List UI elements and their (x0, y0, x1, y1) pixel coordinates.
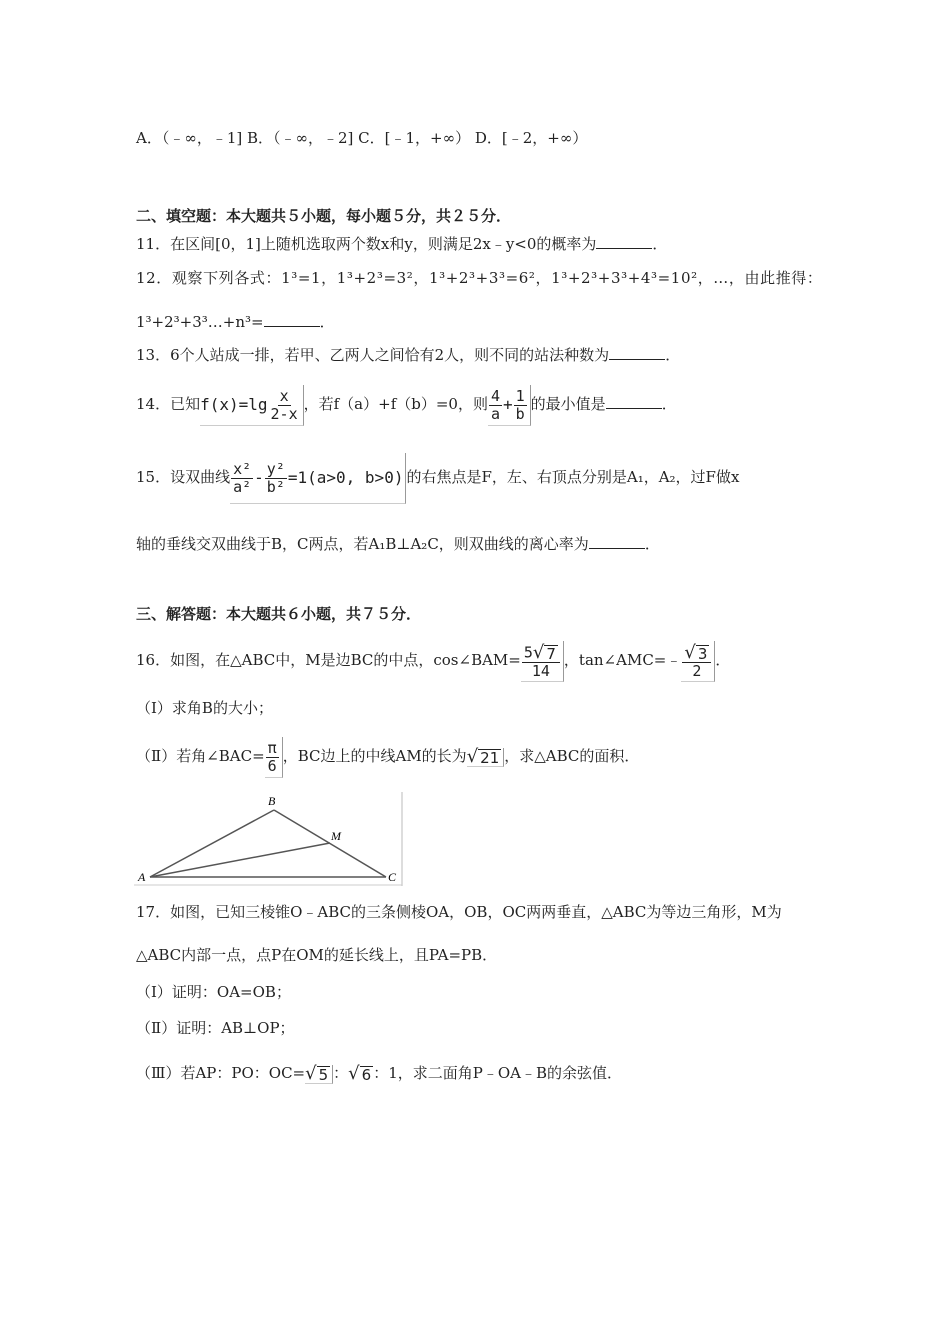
q11-end: ． (652, 235, 668, 253)
label-c: C (388, 870, 397, 884)
q12-end: ． (319, 313, 335, 331)
fraction-denominator: a (490, 405, 500, 423)
sqrt-21: √ 21 (467, 748, 505, 767)
q14-end: ． (661, 395, 677, 413)
q16-prefix: 16．如图，在△ABC中，M是边BC的中点，cos∠BAM= (136, 651, 521, 669)
fraction-numerator: π (267, 739, 277, 757)
q14-expression (488, 385, 531, 426)
fraction-numerator (522, 641, 560, 663)
q17-part2: （Ⅱ）证明：AB⊥OP； (136, 1019, 295, 1037)
q13-text: 13．6个人站成一排，若甲、乙两人之间恰有2人，则不同的站法种数为 (136, 346, 610, 364)
q16-part1: （Ⅰ）求角B的大小； (136, 699, 273, 717)
q16-part2 (136, 736, 639, 778)
fraction-denominator: b² (266, 478, 285, 496)
tan-value (681, 641, 715, 682)
answer-blank (609, 345, 665, 360)
q17-part3 (136, 1058, 622, 1088)
sqrt-5: √ 5 (305, 1065, 333, 1084)
q15-line2-text: 轴的垂线交双曲线于B，C两点，若A₁B⊥A₂C，则双曲线的离心率为 (136, 535, 589, 553)
q11 (136, 234, 667, 254)
q14-mid: ，若f（a）+f（b）=0，则 (303, 395, 488, 413)
fraction-denominator: 14 (531, 661, 550, 680)
sqrt-6: √ 6 (348, 1063, 372, 1084)
function-lhs: f(x)=lg (200, 394, 268, 414)
fraction-denominator: 2 (692, 661, 702, 680)
q15-prefix: 15．设双曲线 (136, 468, 231, 486)
pi-over-6 (266, 740, 279, 775)
function-fraction (269, 388, 300, 423)
equation-condition: =1(a>0, b>0) (287, 467, 404, 487)
section3-heading: 三、解答题：本大题共６小题，共７５分． (136, 605, 422, 623)
sqrt-symbol: √ 3 (684, 641, 708, 663)
tan-fraction (682, 641, 711, 680)
label-b: B (268, 794, 276, 808)
y-term (265, 461, 287, 496)
cos-fraction (522, 641, 560, 680)
q16-part2-prefix: （Ⅱ）若角∠BAC= (136, 747, 265, 765)
q16-mid: ，tan∠AMC=﹣ (563, 651, 682, 669)
fraction-denominator: b (515, 405, 525, 423)
fraction-1-over-b (514, 388, 527, 423)
q14-prefix: 14．已知 (136, 395, 201, 413)
q17-line2: △ABC内部一点，点P在OM的延长线上，且PA=PB． (136, 946, 498, 964)
q17-part1: （Ⅰ）证明：OA=OB； (136, 983, 291, 1001)
q15-line1 (136, 452, 739, 504)
q17-part3-end: ：1，求二面角P﹣OA﹣B的余弦值． (373, 1064, 622, 1082)
q14 (136, 384, 677, 426)
angle-value (265, 737, 283, 778)
q16-part2-mid: ，BC边上的中线AM的长为 (282, 747, 467, 765)
fraction-4-over-a (489, 388, 502, 423)
side-ab (150, 810, 274, 877)
fraction-denominator: 2-x (270, 405, 298, 423)
q15-rest: 的右焦点是F，左、右顶点分别是A₁，A₂，过F做x (406, 468, 740, 486)
label-m: M (331, 829, 341, 843)
q11-text: 11．在区间[0，1]上随机选取两个数x和y，则满足2x﹣y<0的概率为 (136, 235, 597, 253)
fraction-numerator: x² (233, 460, 252, 478)
cos-value (521, 641, 564, 682)
answer-blank (606, 394, 662, 409)
q14-function-formula (200, 385, 304, 426)
q16-end: ． (715, 651, 731, 669)
radicand: 7 (546, 644, 556, 663)
fraction-denominator: 6 (267, 757, 277, 775)
q16-line1 (136, 640, 730, 682)
q16-part2-end: ，求△ABC的面积． (504, 747, 640, 765)
q15-end: ． (644, 535, 660, 553)
sqrt-symbol: √ 7 (532, 641, 556, 663)
answer-blank (589, 534, 645, 549)
fraction-numerator: x (279, 387, 289, 405)
fraction-numerator: 4 (490, 387, 500, 405)
label-a: A (138, 870, 146, 884)
radicand: 6 (361, 1066, 372, 1084)
hyperbola-equation (230, 453, 406, 504)
q12-line2 (136, 312, 335, 332)
q14-suffix: 的最小值是 (530, 395, 606, 413)
q10-options: A．（﹣∞，﹣1] B．（﹣∞，﹣2] C．[﹣1，+∞） D．[﹣2，+∞） (136, 129, 588, 147)
radicand: 5 (318, 1065, 329, 1084)
x-term (231, 461, 253, 496)
fraction-numerator (682, 641, 711, 663)
answer-blank (596, 234, 652, 249)
fraction-numerator: 1 (515, 387, 525, 405)
q12-expression: 1³+2³+3³…+n³= (136, 313, 264, 331)
q17-part3-prefix: （Ⅲ）若AP：PO：OC= (136, 1064, 306, 1082)
radicand: 21 (480, 748, 500, 767)
fraction-numerator: y² (266, 460, 285, 478)
fraction-denominator: a² (233, 478, 252, 496)
triangle-figure (134, 792, 404, 886)
q13-end: ． (665, 346, 681, 364)
answer-blank (264, 312, 320, 327)
section2-heading: 二、填空题：本大题共５小题，每小题５分，共２５分． (136, 207, 512, 225)
ratio-separator: ： (333, 1064, 349, 1082)
minus-sign: - (254, 467, 264, 487)
radicand: 3 (697, 644, 708, 663)
plus-sign: + (503, 394, 513, 414)
q13 (136, 345, 680, 365)
median-am (150, 843, 330, 877)
q17-line1: 17．如图，已知三棱锥O﹣ABC的三条侧棱OA，OB，OC两两垂直，△ABC为等边三角形，M为 (136, 903, 782, 921)
q15-line2 (136, 534, 660, 554)
coefficient: 5 (523, 643, 533, 661)
q12-line1: 12．观察下列各式：1³=1，1³+2³=3²，1³+2³+3³=6²，1³+2³+3³+4³=10²，…，由此推得： (136, 269, 823, 287)
